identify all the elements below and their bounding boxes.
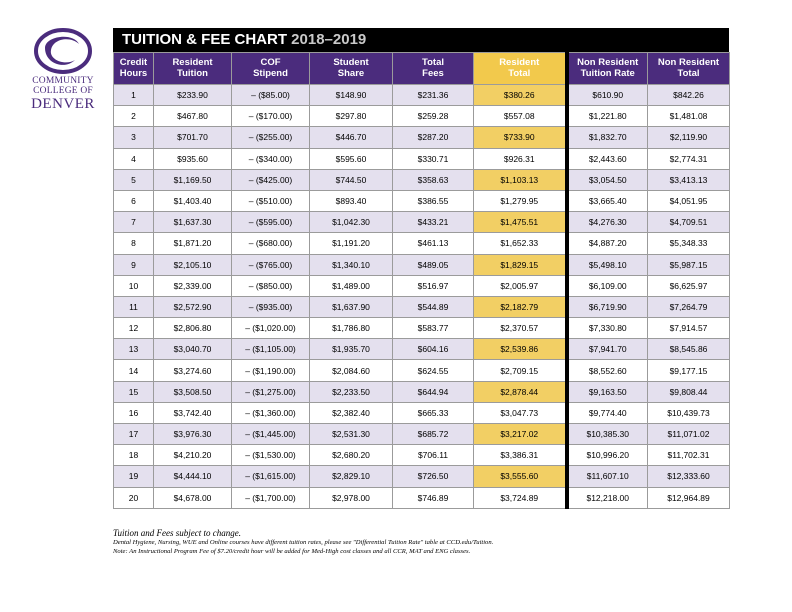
cell-student-share: $1,042.30 (310, 212, 393, 233)
cell-total-fees: $231.36 (393, 85, 474, 106)
cell-nonresident-tuition-rate: $8,552.60 (567, 360, 648, 381)
cell-resident-total: $2,539.86 (474, 339, 567, 360)
cell-student-share: $1,489.00 (310, 275, 393, 296)
column-header-nonresident-tuition-rate (567, 53, 648, 85)
column-header-total-fees (393, 53, 474, 85)
cell-nonresident-total: $7,264.79 (648, 296, 730, 317)
cell-resident-total: $557.08 (474, 106, 567, 127)
column-header-line: Resident (499, 57, 540, 68)
column-header-line: Tuition Rate (580, 67, 635, 79)
cell-cof-stipend: – ($1,190.00) (232, 360, 310, 381)
cell-credit-hours: 4 (114, 148, 154, 169)
logo-text-line1: COMMUNITY (32, 76, 94, 86)
table-row (114, 381, 730, 402)
column-header-nonresident-total (648, 53, 730, 85)
cell-total-fees: $726.50 (393, 466, 474, 487)
cell-student-share: $2,829.10 (310, 466, 393, 487)
cell-nonresident-total: $2,774.31 (648, 148, 730, 169)
cell-resident-tuition: $2,105.10 (154, 254, 232, 275)
cell-student-share: $744.50 (310, 169, 393, 190)
cell-cof-stipend: – ($1,275.00) (232, 381, 310, 402)
cell-resident-total: $1,829.15 (474, 254, 567, 275)
chart-title: TUITION & FEE CHART (122, 31, 287, 48)
cell-resident-tuition: $1,871.20 (154, 233, 232, 254)
cell-resident-tuition: $4,210.20 (154, 445, 232, 466)
table-row (114, 254, 730, 275)
column-header-resident-total (474, 53, 567, 85)
column-header-credit-hours (114, 53, 154, 85)
cell-resident-total: $3,724.89 (474, 487, 567, 508)
cell-resident-total: $1,103.13 (474, 169, 567, 190)
cell-credit-hours: 19 (114, 466, 154, 487)
cell-cof-stipend: – ($680.00) (232, 233, 310, 254)
cell-credit-hours: 16 (114, 402, 154, 423)
cell-credit-hours: 8 (114, 233, 154, 254)
cell-nonresident-tuition-rate: $4,887.20 (567, 233, 648, 254)
cell-resident-tuition: $233.90 (154, 85, 232, 106)
cell-cof-stipend: – ($1,020.00) (232, 318, 310, 339)
cell-nonresident-tuition-rate: $610.90 (567, 85, 648, 106)
cell-resident-total: $1,279.95 (474, 190, 567, 211)
cell-credit-hours: 15 (114, 381, 154, 402)
cell-total-fees: $685.72 (393, 424, 474, 445)
cell-credit-hours: 10 (114, 275, 154, 296)
cell-nonresident-tuition-rate: $2,443.60 (567, 148, 648, 169)
cell-student-share: $595.60 (310, 148, 393, 169)
footnote-program-fee: Note: An Instructional Program Fee of $7.20/credit hour will be added for Med-High cost classes and all CCR, MAT and ENG classes. (113, 547, 471, 555)
cell-resident-tuition: $2,806.80 (154, 318, 232, 339)
cell-credit-hours: 13 (114, 339, 154, 360)
cell-nonresident-total: $842.26 (648, 85, 730, 106)
cell-nonresident-total: $5,987.15 (648, 254, 730, 275)
cell-credit-hours: 2 (114, 106, 154, 127)
cell-resident-total: $3,047.73 (474, 402, 567, 423)
cell-total-fees: $583.77 (393, 318, 474, 339)
cell-nonresident-total: $9,808.44 (648, 381, 730, 402)
cell-cof-stipend: – ($1,360.00) (232, 402, 310, 423)
cell-cof-stipend: – ($1,700.00) (232, 487, 310, 508)
cell-total-fees: $746.89 (393, 487, 474, 508)
cell-total-fees: $544.89 (393, 296, 474, 317)
cell-resident-tuition: $935.60 (154, 148, 232, 169)
table-row (114, 424, 730, 445)
cell-resident-tuition: $3,508.50 (154, 381, 232, 402)
cell-student-share: $297.80 (310, 106, 393, 127)
cell-credit-hours: 18 (114, 445, 154, 466)
cell-total-fees: $489.05 (393, 254, 474, 275)
cell-nonresident-tuition-rate: $6,719.90 (567, 296, 648, 317)
cell-credit-hours: 1 (114, 85, 154, 106)
cell-total-fees: $358.63 (393, 169, 474, 190)
cell-nonresident-tuition-rate: $11,607.10 (567, 466, 648, 487)
column-header-line: Hours (119, 67, 148, 79)
column-header-resident-tuition (154, 53, 232, 85)
cell-credit-hours: 7 (114, 212, 154, 233)
column-header-line: Student (333, 57, 369, 68)
cell-resident-total: $2,878.44 (474, 381, 567, 402)
cell-nonresident-tuition-rate: $3,665.40 (567, 190, 648, 211)
column-header-line: Tuition (177, 67, 208, 79)
column-header-line: Non Resident (577, 57, 639, 68)
table-row (114, 339, 730, 360)
cell-nonresident-total: $5,348.33 (648, 233, 730, 254)
column-header-line: Credit (119, 57, 148, 68)
cell-total-fees: $624.55 (393, 360, 474, 381)
cell-student-share: $2,084.60 (310, 360, 393, 381)
cell-cof-stipend: – ($1,530.00) (232, 445, 310, 466)
cell-student-share: $1,637.90 (310, 296, 393, 317)
cell-student-share: $2,233.50 (310, 381, 393, 402)
logo-text-line3: DENVER (31, 96, 95, 112)
cell-student-share: $2,531.30 (310, 424, 393, 445)
college-logo (28, 26, 98, 112)
cell-resident-tuition: $2,339.00 (154, 275, 232, 296)
cell-total-fees: $665.33 (393, 402, 474, 423)
cell-nonresident-tuition-rate: $1,832.70 (567, 127, 648, 148)
cell-student-share: $2,382.40 (310, 402, 393, 423)
table-row (114, 445, 730, 466)
cell-resident-total: $2,709.15 (474, 360, 567, 381)
cell-credit-hours: 5 (114, 169, 154, 190)
cell-resident-total: $1,652.33 (474, 233, 567, 254)
table-row (114, 169, 730, 190)
cell-resident-total: $2,370.57 (474, 318, 567, 339)
table-row (114, 190, 730, 211)
cell-nonresident-total: $8,545.86 (648, 339, 730, 360)
cell-student-share: $2,978.00 (310, 487, 393, 508)
cell-nonresident-total: $7,914.57 (648, 318, 730, 339)
cell-resident-tuition: $3,742.40 (154, 402, 232, 423)
cell-nonresident-tuition-rate: $1,221.80 (567, 106, 648, 127)
table-row (114, 275, 730, 296)
cell-nonresident-total: $10,439.73 (648, 402, 730, 423)
cell-total-fees: $516.97 (393, 275, 474, 296)
column-header-student-share (310, 53, 393, 85)
cell-resident-total: $733.90 (474, 127, 567, 148)
cell-nonresident-tuition-rate: $9,774.40 (567, 402, 648, 423)
cell-credit-hours: 14 (114, 360, 154, 381)
table-row (114, 360, 730, 381)
cell-nonresident-total: $9,177.15 (648, 360, 730, 381)
cell-nonresident-total: $4,051.95 (648, 190, 730, 211)
table-row (114, 148, 730, 169)
table-row (114, 106, 730, 127)
cell-nonresident-total: $2,119.90 (648, 127, 730, 148)
cell-cof-stipend: – ($85.00) (232, 85, 310, 106)
column-header-line: Total (422, 57, 444, 68)
cell-resident-tuition: $2,572.90 (154, 296, 232, 317)
column-header-line: Total (508, 67, 531, 79)
cell-nonresident-tuition-rate: $12,218.00 (567, 487, 648, 508)
cell-total-fees: $330.71 (393, 148, 474, 169)
cell-nonresident-tuition-rate: $5,498.10 (567, 254, 648, 275)
cell-nonresident-tuition-rate: $7,330.80 (567, 318, 648, 339)
cell-nonresident-tuition-rate: $9,163.50 (567, 381, 648, 402)
cell-total-fees: $433.21 (393, 212, 474, 233)
cell-total-fees: $386.55 (393, 190, 474, 211)
cell-credit-hours: 9 (114, 254, 154, 275)
cell-cof-stipend: – ($595.00) (232, 212, 310, 233)
footnote-differential: Dental Hygiene, Nursing, WUE and Online courses have different tuition rates, please see "Differential Tuition Rate" table at CCD.edu/Tuition. (113, 539, 494, 546)
cell-total-fees: $706.11 (393, 445, 474, 466)
cell-student-share: $2,680.20 (310, 445, 393, 466)
cell-nonresident-tuition-rate: $3,054.50 (567, 169, 648, 190)
cell-cof-stipend: – ($510.00) (232, 190, 310, 211)
cell-cof-stipend: – ($935.00) (232, 296, 310, 317)
table-row (114, 402, 730, 423)
cell-total-fees: $461.13 (393, 233, 474, 254)
cell-cof-stipend: – ($1,105.00) (232, 339, 310, 360)
cell-cof-stipend: – ($340.00) (232, 148, 310, 169)
cell-cof-stipend: – ($850.00) (232, 275, 310, 296)
cell-resident-total: $380.26 (474, 85, 567, 106)
cell-cof-stipend: – ($765.00) (232, 254, 310, 275)
table-row (114, 212, 730, 233)
table-row (114, 233, 730, 254)
column-header-line: Fees (422, 67, 444, 79)
cell-resident-total: $3,555.60 (474, 466, 567, 487)
cell-resident-tuition: $467.80 (154, 106, 232, 127)
cell-credit-hours: 20 (114, 487, 154, 508)
cell-resident-tuition: $1,169.50 (154, 169, 232, 190)
cell-student-share: $1,340.10 (310, 254, 393, 275)
cell-student-share: $446.70 (310, 127, 393, 148)
cell-cof-stipend: – ($255.00) (232, 127, 310, 148)
column-header-cof-stipend (232, 53, 310, 85)
table-row (114, 466, 730, 487)
cell-nonresident-total: $3,413.13 (648, 169, 730, 190)
cell-nonresident-total: $12,964.89 (648, 487, 730, 508)
cell-resident-total: $3,217.02 (474, 424, 567, 445)
cell-cof-stipend: – ($1,445.00) (232, 424, 310, 445)
column-header-line: Total (677, 67, 700, 79)
cell-nonresident-total: $4,709.51 (648, 212, 730, 233)
cell-credit-hours: 17 (114, 424, 154, 445)
cell-nonresident-total: $12,333.60 (648, 466, 730, 487)
cell-resident-tuition: $4,444.10 (154, 466, 232, 487)
cell-resident-total: $926.31 (474, 148, 567, 169)
chart-year: 2018–2019 (291, 31, 367, 48)
cell-resident-tuition: $1,637.30 (154, 212, 232, 233)
cell-total-fees: $259.28 (393, 106, 474, 127)
cell-nonresident-total: $6,625.97 (648, 275, 730, 296)
cell-nonresident-tuition-rate: $10,996.20 (567, 445, 648, 466)
cell-credit-hours: 3 (114, 127, 154, 148)
cell-student-share: $1,786.80 (310, 318, 393, 339)
cell-resident-total: $1,475.51 (474, 212, 567, 233)
cell-nonresident-tuition-rate: $7,941.70 (567, 339, 648, 360)
table-row (114, 296, 730, 317)
cell-nonresident-tuition-rate: $6,109.00 (567, 275, 648, 296)
cell-credit-hours: 11 (114, 296, 154, 317)
cell-nonresident-total: $1,481.08 (648, 106, 730, 127)
column-header-line: Resident (172, 57, 213, 68)
table-row (114, 85, 730, 106)
cell-student-share: $1,191.20 (310, 233, 393, 254)
table-header-row (114, 53, 730, 85)
chart-title-bar (113, 28, 729, 52)
cell-nonresident-total: $11,702.31 (648, 445, 730, 466)
table-row (114, 487, 730, 508)
cell-total-fees: $287.20 (393, 127, 474, 148)
cell-total-fees: $644.94 (393, 381, 474, 402)
cell-nonresident-total: $11,071.02 (648, 424, 730, 445)
cell-resident-total: $3,386.31 (474, 445, 567, 466)
cell-cof-stipend: – ($1,615.00) (232, 466, 310, 487)
footnote-main: Tuition and Fees subject to change. (113, 528, 241, 538)
cell-cof-stipend: – ($170.00) (232, 106, 310, 127)
cell-credit-hours: 12 (114, 318, 154, 339)
cell-resident-tuition: $3,976.30 (154, 424, 232, 445)
cell-resident-tuition: $1,403.40 (154, 190, 232, 211)
cell-resident-tuition: $3,040.70 (154, 339, 232, 360)
column-header-line: Non Resident (657, 57, 720, 68)
cell-resident-tuition: $3,274.60 (154, 360, 232, 381)
cell-student-share: $1,935.70 (310, 339, 393, 360)
cell-student-share: $893.40 (310, 190, 393, 211)
table-body (114, 85, 730, 509)
table-row (114, 318, 730, 339)
cell-resident-total: $2,182.79 (474, 296, 567, 317)
table-row (114, 127, 730, 148)
cell-resident-total: $2,005.97 (474, 275, 567, 296)
footnotes (113, 528, 753, 556)
cell-total-fees: $604.16 (393, 339, 474, 360)
column-header-line: Share (337, 67, 365, 79)
cell-cof-stipend: – ($425.00) (232, 169, 310, 190)
column-header-line: COF (260, 57, 281, 68)
cell-student-share: $148.90 (310, 85, 393, 106)
column-header-line: Stipend (253, 67, 288, 79)
swoosh-logo-icon (31, 26, 95, 76)
cell-resident-tuition: $701.70 (154, 127, 232, 148)
cell-credit-hours: 6 (114, 190, 154, 211)
logo-text-line2: COLLEGE OF (33, 86, 93, 96)
cell-nonresident-tuition-rate: $4,276.30 (567, 212, 648, 233)
cell-resident-tuition: $4,678.00 (154, 487, 232, 508)
cell-nonresident-tuition-rate: $10,385.30 (567, 424, 648, 445)
tuition-fee-table (113, 52, 730, 509)
